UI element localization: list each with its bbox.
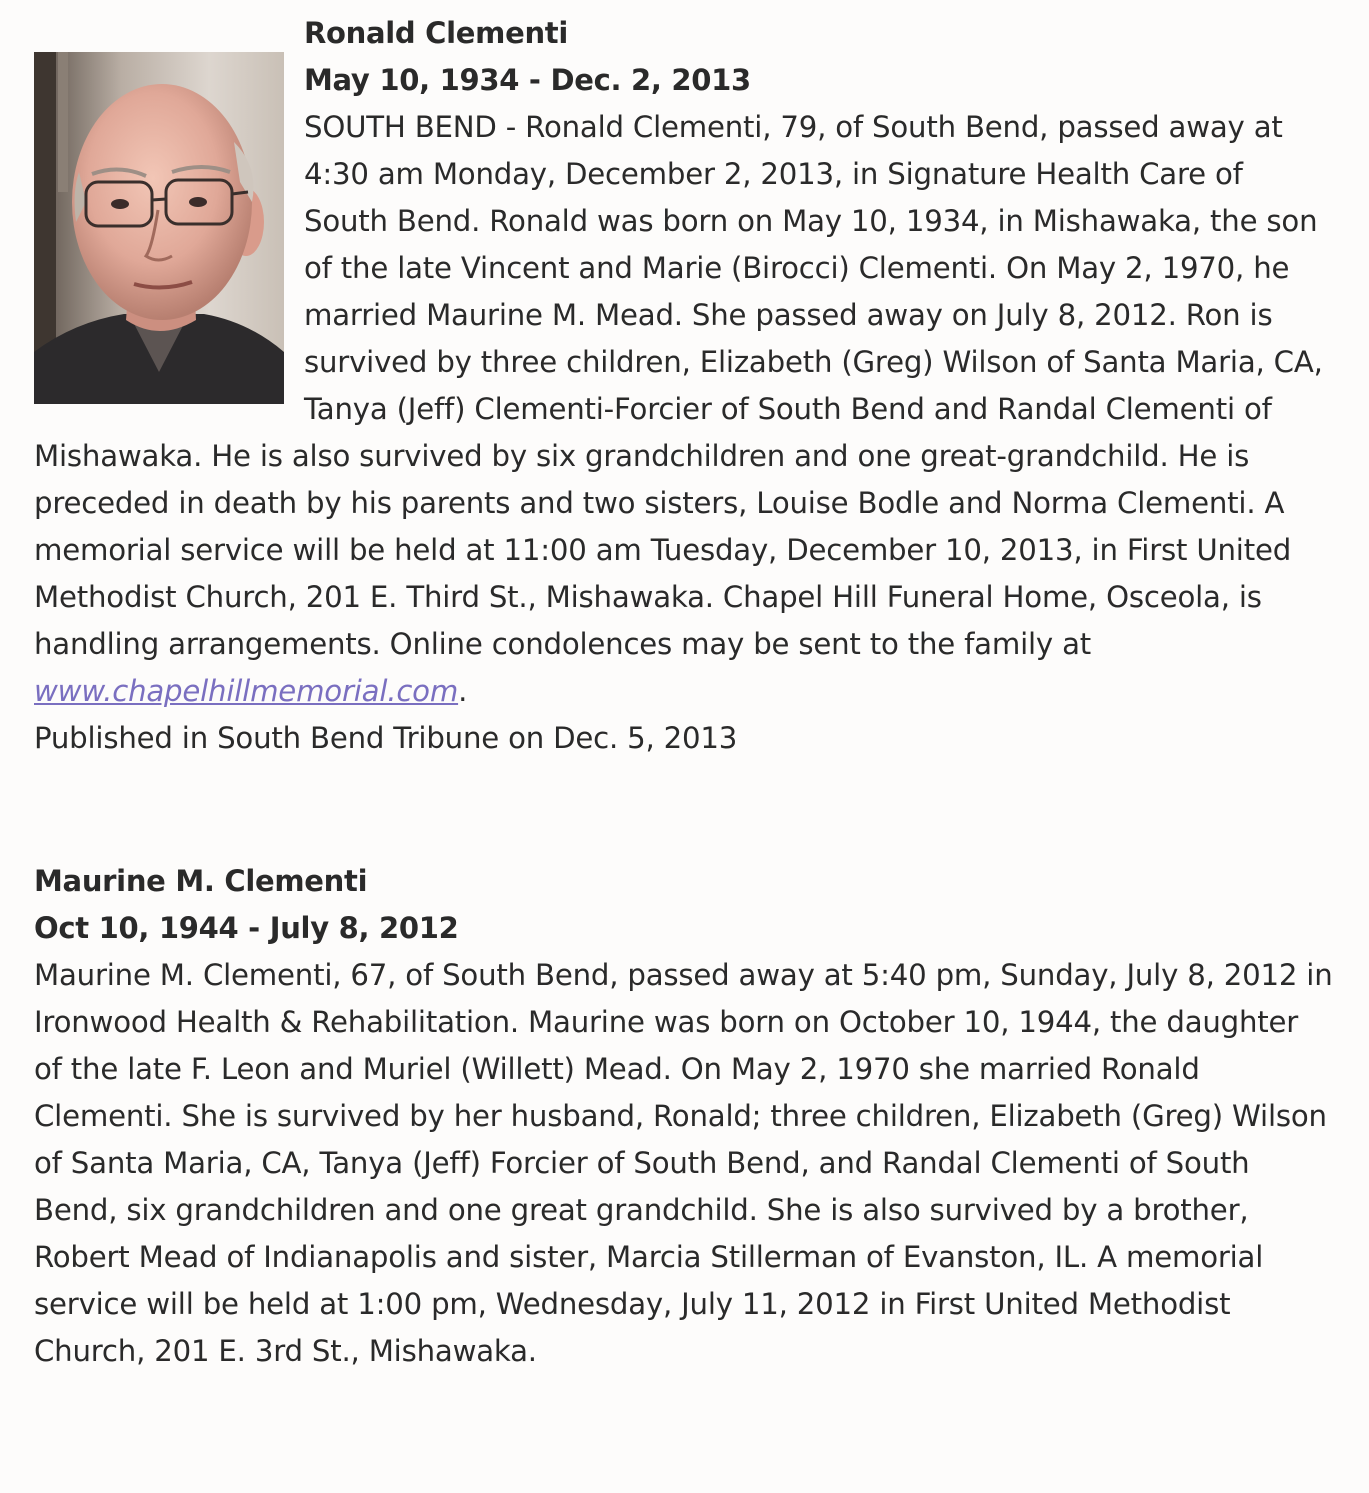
obituary-name: Maurine M. Clementi bbox=[34, 864, 368, 898]
memorial-website-link[interactable]: www.chapelhillmemorial.com bbox=[34, 674, 459, 708]
obituary-name: Ronald Clementi bbox=[304, 16, 568, 50]
obituary-text-main: SOUTH BEND - Ronald Clementi, 79, of South Bend, passed away at 4:30 am Monday, December 2, 2013, in Signature Health Care of South Bend. Ronald was born on May 10, 1934, in Mishawaka, the son of the late Vincent and Marie (Birocci) Clementi. On May 2, 1970, he married Maurine M. Mead. She passed away on July 8, 2012. Ron is survived by three children, Elizabeth (Greg) Wilson of Santa Maria, CA, Tanya (Jeff) Clementi-Forcier of South Bend and Randal Clementi of Mishawaka. He is also survived by six grandchildren and one great-grandchild. He is preceded in death by his parents and two sisters, Louise Bodle and Norma Clementi. A memorial service will be held at 11:00 am Tuesday, December 10, 2013, in First United Methodist Church, 201 E. Third St., Mishawaka. Chapel Hill Funeral Home, Osceola, is handling arrangements. Online condolences may be sent to the family at bbox=[34, 110, 1323, 661]
obituary-text: Maurine M. Clementi, 67, of South Bend, passed away at 5:40 pm, Sunday, July 8, 2012 in Ironwood Health & Rehabilitation. Maurine was born on October 10, 1944, the daughter of the late F. Leon and Muriel (Willett) Mead. On May 2, 1970 she married Ronald Clementi. She is survived by her husband, Ronald; three children, Elizabeth (Greg) Wilson of Santa Maria, CA, Tanya (Jeff) Forcier of South Bend, and Randal Clementi of South Bend, six grandchildren and one great grandchild. She is also survived by a brother, Robert Mead of Indianapolis and sister, Marcia Stillerman of Evanston, IL. A memorial service will be held at 1:00 pm, Wednesday, July 11, 2012 in First United Methodist Church, 201 E. 3rd St., Mishawaka. bbox=[34, 958, 1333, 1368]
obituary-dates: May 10, 1934 - Dec. 2, 2013 bbox=[304, 63, 751, 97]
obituary-dates: Oct 10, 1944 - July 8, 2012 bbox=[34, 911, 459, 945]
obituary-text-end: . bbox=[458, 674, 468, 708]
published-note: Published in South Bend Tribune on Dec. 5, 2013 bbox=[34, 721, 738, 755]
obituary-ronald-clementi bbox=[34, 10, 1334, 762]
portrait-photo bbox=[34, 52, 284, 404]
obituary-maurine-clementi bbox=[34, 858, 1334, 1375]
